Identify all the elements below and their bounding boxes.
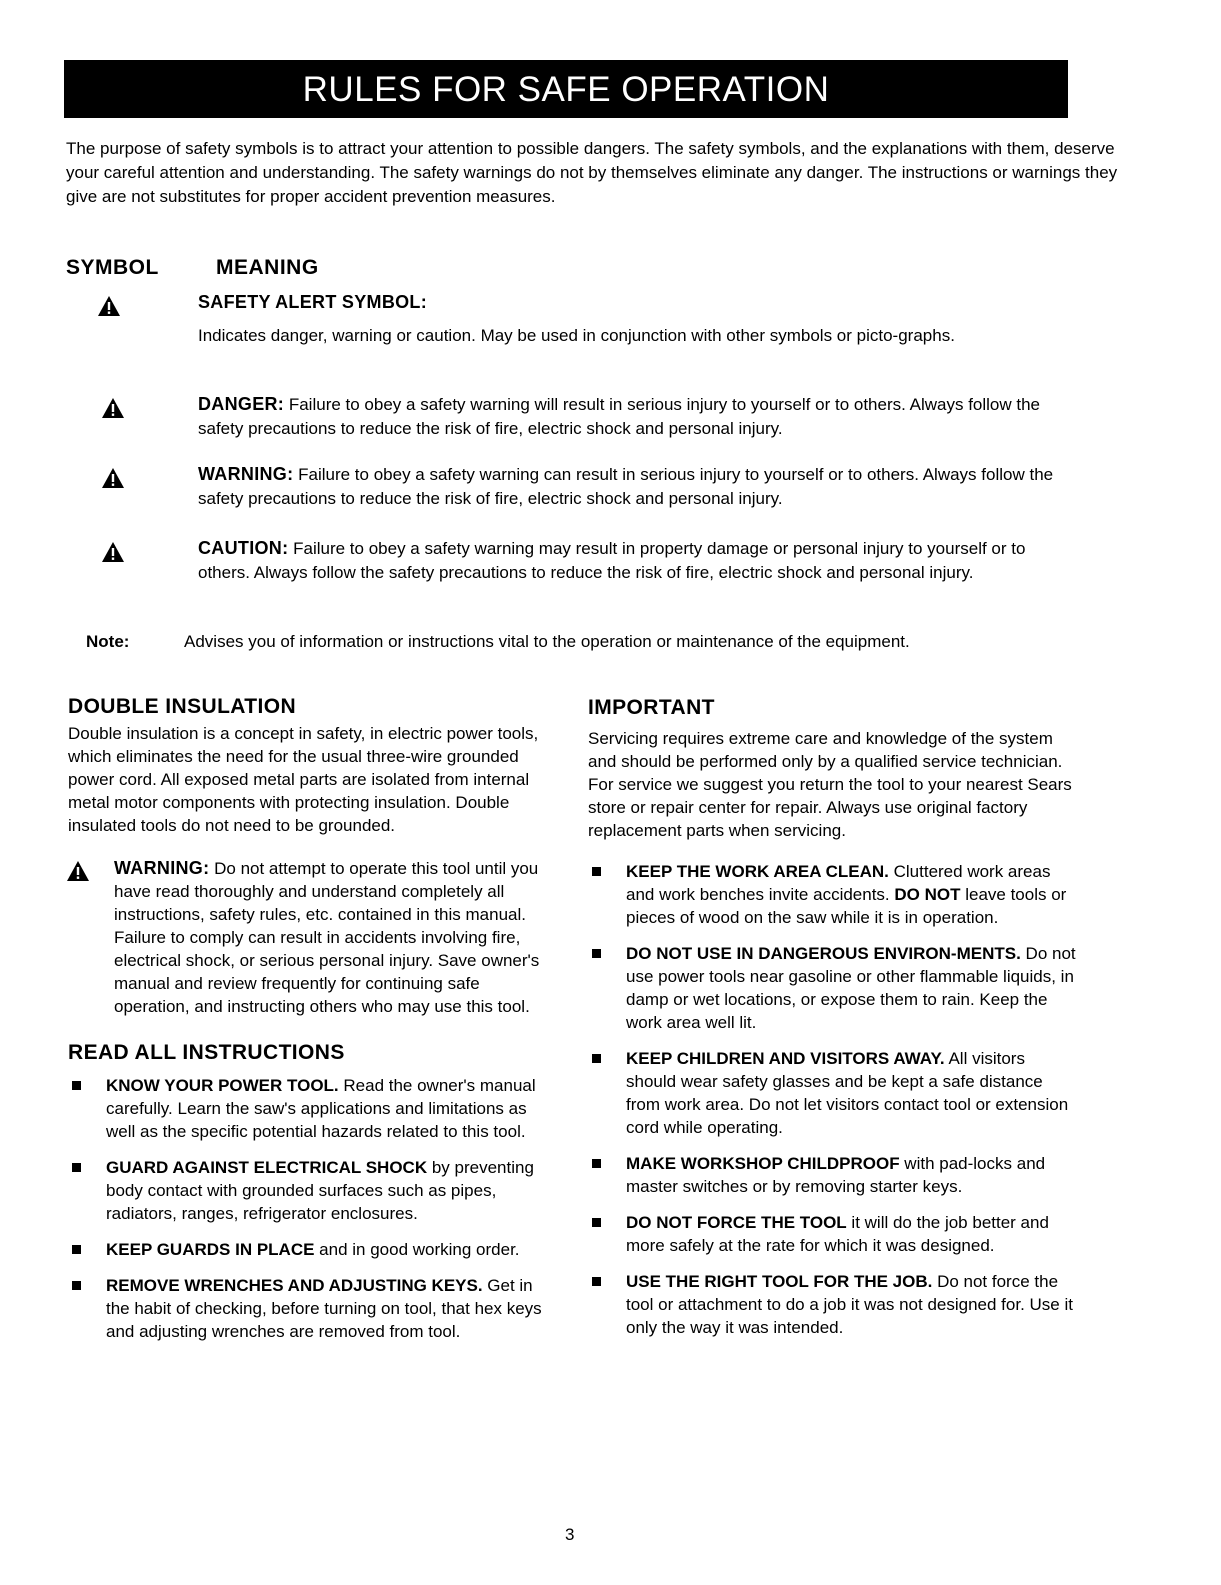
list-item-text: and in good working order. <box>314 1240 520 1259</box>
warning-icon <box>66 860 90 882</box>
warning-text: Failure to obey a safety warning can result in serious injury to yourself or to others. Always follow the safety precautions to reduce the risk of fire, electric shock and personal injury. <box>198 465 1054 508</box>
bullet-square-icon <box>592 949 601 958</box>
important-text: Servicing requires extreme care and knowledge of the system and should be performed only by a qualified service technician. For service we suggest you return the tool to your nearest Sears store or repair center for repair. Always use original factory replacement parts when servicing. <box>588 729 1072 840</box>
double-insulation-heading: DOUBLE INSULATION <box>68 695 297 718</box>
bullet-square-icon <box>592 1054 601 1063</box>
list-item-lead: DO NOT FORCE THE TOOL <box>626 1213 847 1232</box>
list-item <box>588 1270 1078 1339</box>
list-item-text: Do not use power tools near gasoline or other flammable liquids, in damp or wet locations, or expose them to rain. Keep the work area well lit. <box>626 944 1076 1032</box>
bullet-square-icon <box>72 1281 81 1290</box>
list-item <box>68 1074 554 1143</box>
list-item-lead: KEEP CHILDREN AND VISITORS AWAY. <box>626 1049 945 1068</box>
caution-title: CAUTION: <box>198 538 289 558</box>
tool-warning-block <box>68 857 554 1018</box>
read-all-heading: READ ALL INSTRUCTIONS <box>68 1041 345 1064</box>
list-item-lead: MAKE WORKSHOP CHILDPROOF <box>626 1154 900 1173</box>
list-item-text: it will do the job better and more safely at the rate for which it was designed. <box>626 1213 1049 1255</box>
list-item <box>588 1211 1078 1257</box>
note-label: Note: <box>86 632 130 651</box>
safety-alert-text: Indicates danger, warning or caution. May be used in conjunction with other symbols or picto-graphs. <box>198 326 955 345</box>
bullet-square-icon <box>592 867 601 876</box>
list-item-lead: USE THE RIGHT TOOL FOR THE JOB. <box>626 1272 933 1291</box>
list-item-lead: DO NOT USE IN DANGEROUS ENVIRON-MENTS. <box>626 944 1021 963</box>
bullet-square-icon <box>592 1218 601 1227</box>
page-number: 3 <box>565 1525 575 1544</box>
bullet-square-icon <box>592 1159 601 1168</box>
intro-paragraph: The purpose of safety symbols is to attract your attention to possible dangers. The safety symbols, and the explanations with them, deserve your careful attention and understanding. The safety warnings do not by themselves eliminate any danger. The instructions or warnings they give are not substitutes for proper accident prevention measures. <box>66 139 1118 206</box>
note-text: Advises you of information or instructions vital to the operation or maintenance of the equipment. <box>184 632 910 651</box>
caution-text: Failure to obey a safety warning may result in property damage or personal injury to yourself or to others. Always follow the safety precautions to reduce the risk of fire, electric shock and personal injury. <box>198 539 1026 582</box>
safety-alert-icon <box>97 295 121 317</box>
list-item <box>68 1274 554 1343</box>
list-item <box>588 1047 1078 1139</box>
page-title: RULES FOR SAFE OPERATION <box>302 70 830 109</box>
list-item-text: Get in the habit of checking, before turning on tool, that hex keys and adjusting wrenches are removed from tool. <box>106 1276 542 1341</box>
important-list <box>588 860 1078 1339</box>
safety-alert-title: SAFETY ALERT SYMBOL: <box>198 292 428 312</box>
bullet-square-icon <box>72 1081 81 1090</box>
tool-warning-text: Do not attempt to operate this tool until you have read thoroughly and understand completely all instructions, safety rules, etc. contained in this manual. Failure to comply can result in accidents involving fire, electrical shock, or serious personal injury. Save owner's manual and review frequently for continuing safe operation, and instructing others who may use this tool. <box>114 859 540 1016</box>
important-heading: IMPORTANT <box>588 696 715 719</box>
warning-icon <box>101 467 125 489</box>
symbol-column-header: SYMBOL <box>66 256 159 279</box>
list-item-text: by preventing body contact with grounded surfaces such as pipes, radiators, ranges, refrigerator enclosures. <box>106 1158 534 1223</box>
list-item-text: Read the owner's manual carefully. Learn the saw's applications and limitations as well as the specific potential hazards related to this tool. <box>106 1076 536 1141</box>
danger-text: Failure to obey a safety warning will result in serious injury to yourself or to others. Always follow the safety precautions to reduce the risk of fire, electric shock and personal injury. <box>198 395 1041 438</box>
list-item-lead: KEEP THE WORK AREA CLEAN. <box>626 862 889 881</box>
double-insulation-text: Double insulation is a concept in safety, in electric power tools, which eliminates the need for the usual three-wire grounded power cord. All exposed metal parts are isolated from internal metal motor components with protecting insulation. Double insulated tools do not need to be grounded. <box>68 724 539 835</box>
bullet-square-icon <box>592 1277 601 1286</box>
list-item-lead: KEEP GUARDS IN PLACE <box>106 1240 315 1259</box>
read-all-list <box>68 1074 554 1343</box>
list-item-text-cont: leave tools or pieces of wood on the saw while it is in operation. <box>626 885 1067 927</box>
bullet-square-icon <box>72 1245 81 1254</box>
list-item <box>588 942 1078 1034</box>
bullet-square-icon <box>72 1163 81 1172</box>
list-item <box>68 1238 554 1261</box>
left-column <box>68 694 554 1356</box>
warning-title: WARNING: <box>198 464 294 484</box>
list-item-text: with pad-locks and master switches or by removing starter keys. <box>626 1154 1046 1196</box>
list-item-text: All visitors should wear safety glasses and be kept a safe distance from work area. Do not let visitors contact tool or extension cord while operating. <box>626 1049 1069 1137</box>
list-item-lead: REMOVE WRENCHES AND ADJUSTING KEYS. <box>106 1276 483 1295</box>
list-item-text: Do not force the tool or attachment to do a job it was not designed for. Use it only the way it was intended. <box>626 1272 1073 1337</box>
danger-icon <box>101 397 125 419</box>
meaning-column-header: MEANING <box>216 256 319 279</box>
list-item-lead: KNOW YOUR POWER TOOL. <box>106 1076 339 1095</box>
list-item-lead: GUARD AGAINST ELECTRICAL SHOCK <box>106 1158 428 1177</box>
list-item-text: Cluttered work areas and work benches invite accidents. <box>626 862 1051 904</box>
list-item <box>68 1156 554 1225</box>
list-item-emphasis: DO NOT <box>889 885 961 904</box>
right-column <box>588 695 1078 1352</box>
list-item <box>588 1152 1078 1198</box>
danger-title: DANGER: <box>198 394 285 414</box>
tool-warning-title: WARNING: <box>114 858 210 878</box>
page-title-banner <box>64 60 1068 118</box>
caution-icon <box>101 541 125 563</box>
list-item <box>588 860 1078 929</box>
